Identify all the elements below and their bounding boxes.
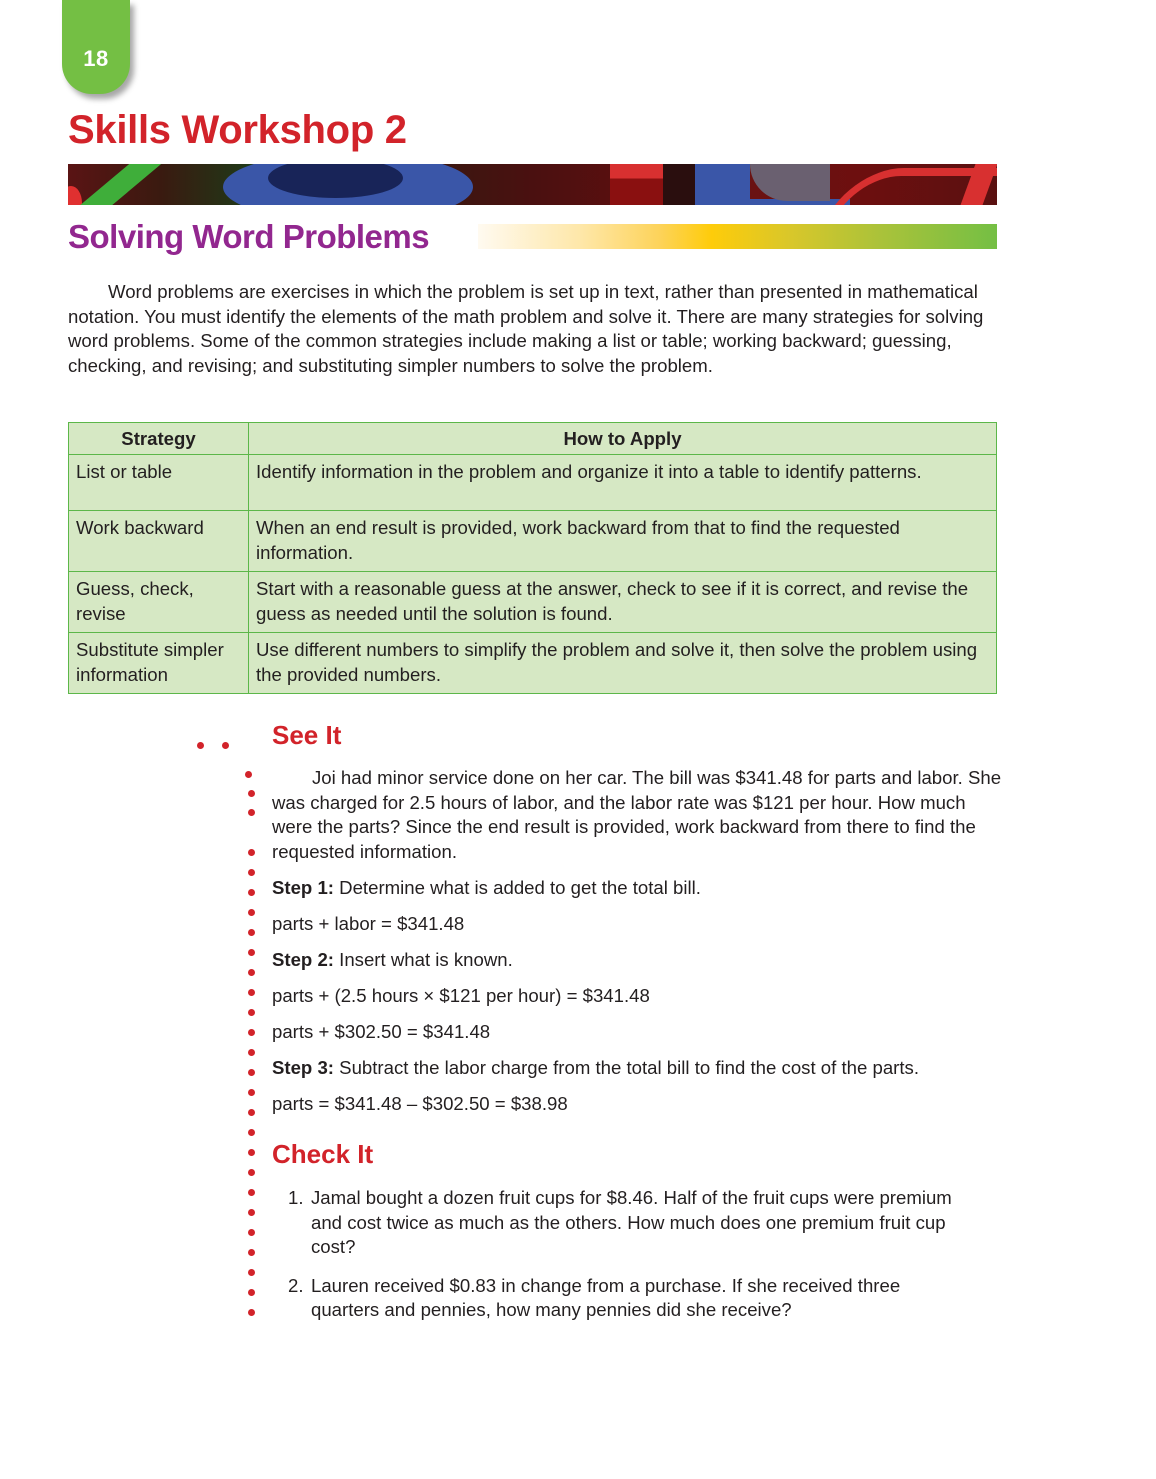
step-text: Determine what is added to get the total bill. [334,877,701,898]
strategy-cell: List or table [69,455,249,511]
intro-text: Word problems are exercises in which the problem is set up in text, rather than presented in mathematical notation. You must identify the elements of the math problem and solve it. There are many strategies for solving word problems. Some of the common strategies include making a list or table; working backward; guessing, checking, and revising; and substituting simpler numbers to solve the problem. [68,281,984,376]
equation-text: parts + $302.50 = $341.48 [272,1021,491,1042]
table-header-row [69,423,997,455]
question-item [272,1186,972,1260]
page-number: 18 [83,46,109,71]
equation-line [272,912,464,936]
equation-line [272,1020,490,1044]
see-it-paragraph [272,766,1002,864]
see-it-text: Joi had minor service done on her car. The bill was $341.48 for parts and labor. She was charged for 2.5 hours of labor, and the labor rate was $121 per hour. How much were the parts? Since the end result is provided, work backward from there to find the requested information. [272,767,1002,862]
how-cell: Identify information in the problem and organize it into a table to identify patterns. [249,455,997,511]
equation-text: parts = $341.48 – $302.50 = $38.98 [272,1093,568,1114]
step-label: Step 2: [272,949,334,970]
question-text: Jamal bought a dozen fruit cups for $8.46. Half of the fruit cups were premium and cost twice as much as the others. How much does one premium fruit cup cost? [311,1187,952,1257]
table-row [69,633,997,694]
equation-text: parts + labor = $341.48 [272,913,465,934]
equation-text: parts + (2.5 hours × $121 per hour) = $341.48 [272,985,650,1006]
step-3-line [272,1056,919,1080]
decorative-gradient-bar [478,224,997,249]
strategy-table [68,422,997,694]
step-text: Subtract the labor charge from the total bill to find the cost of the parts. [334,1057,919,1078]
strategy-cell: Work backward [69,511,249,572]
chapter-title: Skills Workshop 2 [68,108,407,152]
how-cell: Start with a reasonable guess at the answer, check to see if it is correct, and revise the guess as needed until the solution is found. [249,572,997,633]
header-how-to-apply: How to Apply [249,423,997,455]
decorative-banner-image [68,164,997,205]
see-it-heading: See It [272,720,342,750]
equation-line [272,984,650,1008]
strategy-cell: Substitute simpler information [69,633,249,694]
table-row [69,572,997,633]
how-cell: Use different numbers to simplify the problem and solve it, then solve the problem using the provided numbers. [249,633,997,694]
check-it-heading: Check It [272,1139,374,1169]
table-row [69,455,997,511]
section-title: Solving Word Problems [68,218,430,255]
question-number: 2. [288,1274,304,1296]
equation-line [272,1092,568,1116]
step-label: Step 1: [272,877,334,898]
step-1-line [272,876,701,900]
page-number-tab [62,0,130,94]
how-cell: When an end result is provided, work backward from that to find the requested information. [249,511,997,572]
strategy-cell: Guess, check, revise [69,572,249,633]
step-2-line [272,948,513,972]
table-row [69,511,997,572]
question-text: Lauren received $0.83 in change from a purchase. If she received three quarters and pennies, how many pennies did she receive? [311,1274,901,1320]
intro-paragraph [68,280,1003,378]
header-strategy: Strategy [69,423,249,455]
step-text: Insert what is known. [334,949,513,970]
step-label: Step 3: [272,1057,334,1078]
question-item [272,1274,972,1323]
check-it-questions [272,1186,972,1337]
question-number: 1. [288,1187,304,1208]
